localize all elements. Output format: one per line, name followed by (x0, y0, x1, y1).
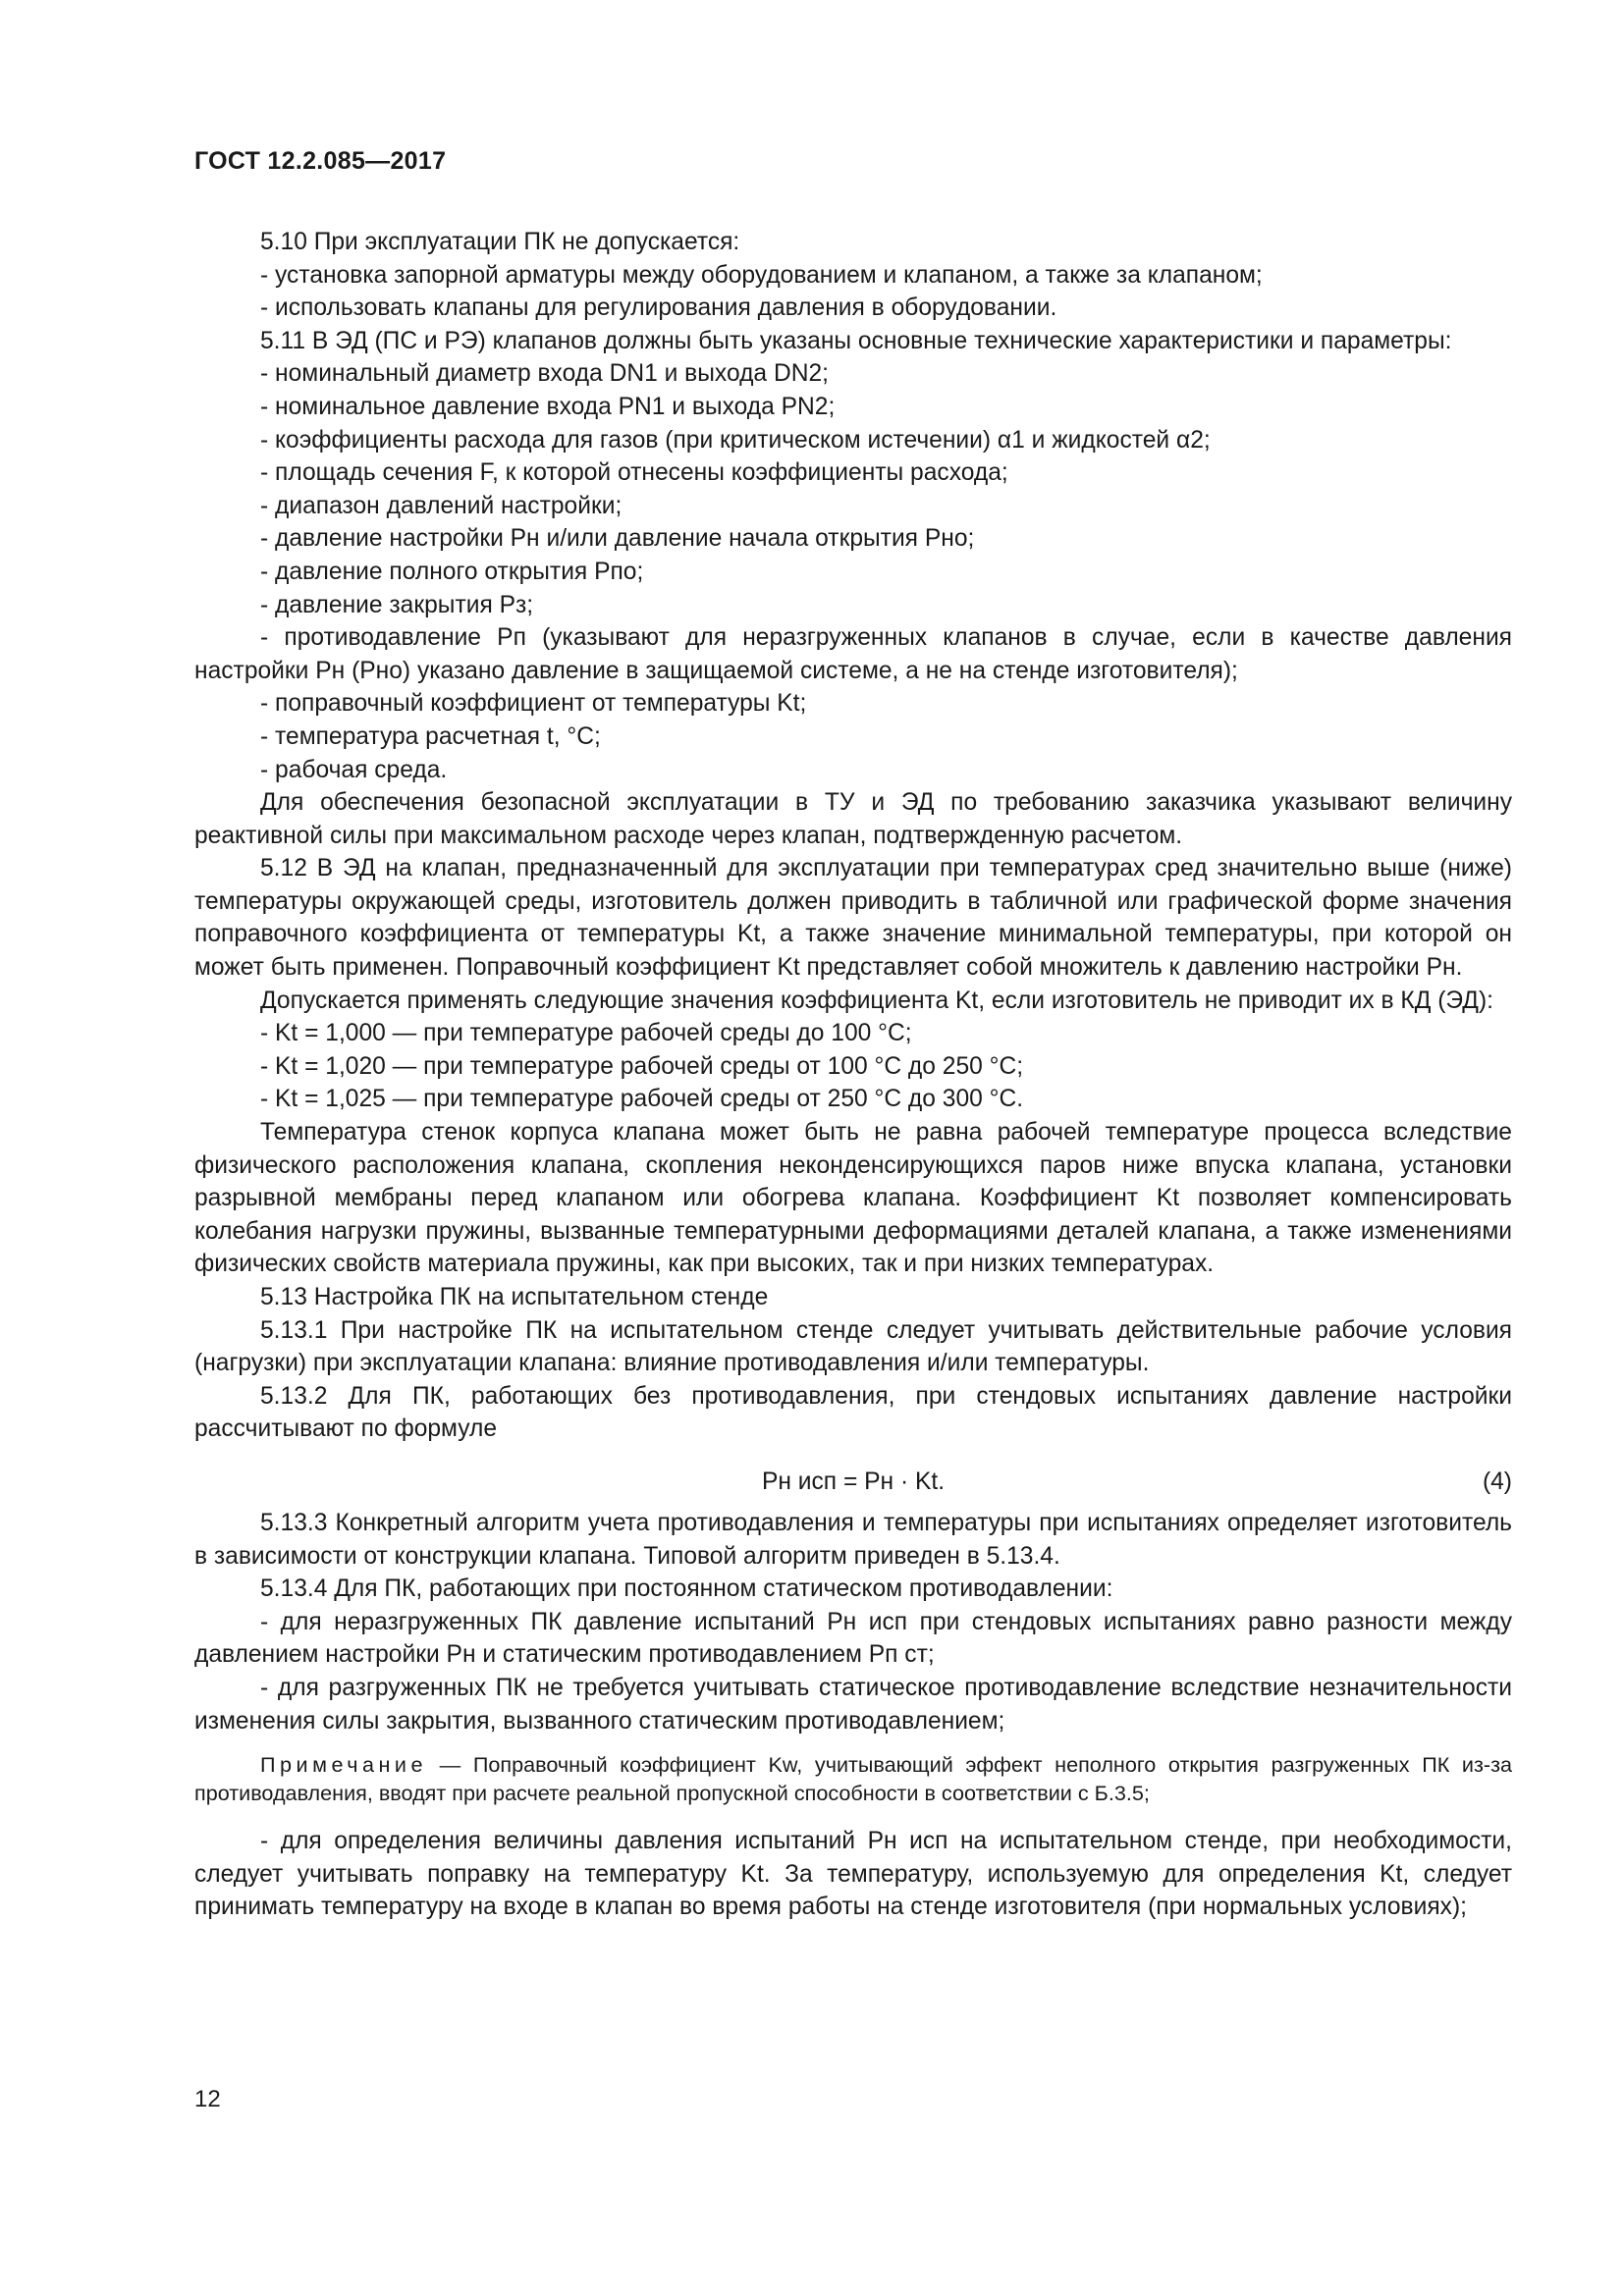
paragraph-5-12: 5.12 В ЭД на клапан, предназначенный для эксплуатации при температурах сред значительно выше (ниже) температуры окружающей среды, изготовитель должен приводить в табличной или графической форме значения поправочного коэффициента от температуры Kt, а также значение минимальной температуры, при которой он может быть применен. Поправочный коэффициент Kt представляет собой множитель к давлению настройки Pн. (194, 855, 1512, 982)
paragraph: Допускается применять следующие значения коэффициента Kt, если изготовитель не приводит их в КД (ЭД): (260, 987, 1493, 1014)
formula-expression: Pн исп = Pн · Kt. (761, 1468, 946, 1495)
list-item: - противодавление Pп (указывают для неразгруженных клапанов в случае, если в качестве давления настройки Pн (Pно) указано давление в защищаемой системе, а не на стенде изготовителя); (194, 624, 1512, 684)
paragraph: Температура стенок корпуса клапана может быть не равна рабочей температуре процесса вследствие физического расположения клапана, скопления неконденсирующихся паров ниже впуска клапана, установки разрывной мембраны перед клапаном или обогрева клапана. Коэффициент Kt позволяет компенсировать колебания нагрузки пружины, вызванные температурными деформациями деталей клапана, а также изменениями физических свойств материала пружины, как при высоких, так и при низких температурах. (194, 1119, 1512, 1278)
list-item: - номинальное давление входа PN1 и выхода PN2; (260, 393, 836, 420)
list-item: - для разгруженных ПК не требуется учитывать статическое противодавление вследствие незначительности изменения силы закрытия, вызванного статическим противодавлением; (194, 1674, 1512, 1735)
list-item: - для определения величины давления испытаний Pн исп на испытательном стенде, при необходимости, следует учитывать поправку на температуру Kt. За температуру, используемую для определения Kt, следует принимать температуру на входе в клапан во время работы на стенде изготовителя (при нормальных условиях); (194, 1828, 1512, 1921)
paragraph-5-11: 5.11 В ЭД (ПС и РЭ) клапанов должны быть указаны основные технические характеристики и параметры: (260, 327, 1452, 354)
page-content (194, 226, 1512, 1924)
list-item: - коэффициенты расхода для газов (при критическом истечении) α1 и жидкостей α2; (260, 426, 1211, 454)
list-item: - установка запорной арматуры между оборудованием и клапаном, а также за клапаном; (260, 261, 1263, 289)
note-label: Примечание (260, 1752, 427, 1778)
note (194, 1751, 1512, 1807)
paragraph-5-10: 5.10 При эксплуатации ПК не допускается: (260, 229, 740, 255)
list-item: - площадь сечения F, к которой отнесены коэффициенты расхода; (260, 459, 1008, 487)
list-item: - для неразгруженных ПК давление испытаний Pн исп при стендовых испытаниях равно разности между давлением настройки Pн и статическим противодавлением Pп ст; (194, 1608, 1512, 1669)
list-item: - номинальный диаметр входа DN1 и выхода DN2; (260, 360, 829, 388)
section-heading-5-13: 5.13 Настройка ПК на испытательном стенде (260, 1284, 769, 1310)
list-item: - температура расчетная t, °С; (260, 722, 601, 750)
list-item: - Kt = 1,025 — при температуре рабочей среды от 250 °С до 300 °С. (260, 1086, 1024, 1113)
list-item: - поправочный коэффициент от температуры Kt; (260, 690, 807, 718)
formula-4 (194, 1458, 1512, 1507)
formula-number: (4) (1482, 1468, 1512, 1495)
paragraph-5-13-2: 5.13.2 Для ПК, работающих без противодавления, при стендовых испытаниях давление настройки рассчитывают по формуле (194, 1382, 1512, 1443)
paragraph: Для обеспечения безопасной эксплуатации в ТУ и ЭД по требованию заказчика указывают величину реактивной силы при максимальном расходе через клапан, подтвержденную расчетом. (194, 789, 1512, 849)
note-text: — Поправочный коэффициент Kw, учитывающий эффект неполного открытия разгруженных ПК из-за противодавления, вводят при расчете реальной пропускной способности в соответствии с Б.3.5; (194, 1752, 1512, 1805)
list-item: - давление полного открытия Pпо; (260, 558, 644, 585)
list-item: - давление закрытия Pз; (260, 591, 534, 618)
list-item: - давление настройки Pн и/или давление начала открытия Pно; (260, 525, 975, 553)
list-item: - Kt = 1,000 — при температуре рабочей среды до 100 °С; (260, 1020, 912, 1047)
paragraph-5-13-4: 5.13.4 Для ПК, работающих при постоянном статическом противодавлении: (260, 1575, 1113, 1603)
paragraph-5-13-3: 5.13.3 Конкретный алгоритм учета противодавления и температуры при испытаниях определяет изготовитель в зависимости от конструкции клапана. Типовой алгоритм приведен в 5.13.4. (194, 1509, 1512, 1570)
standard-header: ГОСТ 12.2.085—2017 (194, 147, 447, 175)
list-item: - рабочая среда. (260, 756, 448, 783)
paragraph-5-13-1: 5.13.1 При настройке ПК на испытательном стенде следует учитывать действительные рабочие условия (нагрузки) при эксплуатации клапана: влияние противодавления и/или температуры. (194, 1316, 1512, 1377)
page-number: 12 (194, 2086, 221, 2112)
list-item: - использовать клапаны для регулирования давления в оборудовании. (260, 294, 1057, 322)
list-item: - Kt = 1,020 — при температуре рабочей среды от 100 °С до 250 °С; (260, 1052, 1024, 1080)
list-item: - диапазон давлений настройки; (260, 492, 623, 519)
